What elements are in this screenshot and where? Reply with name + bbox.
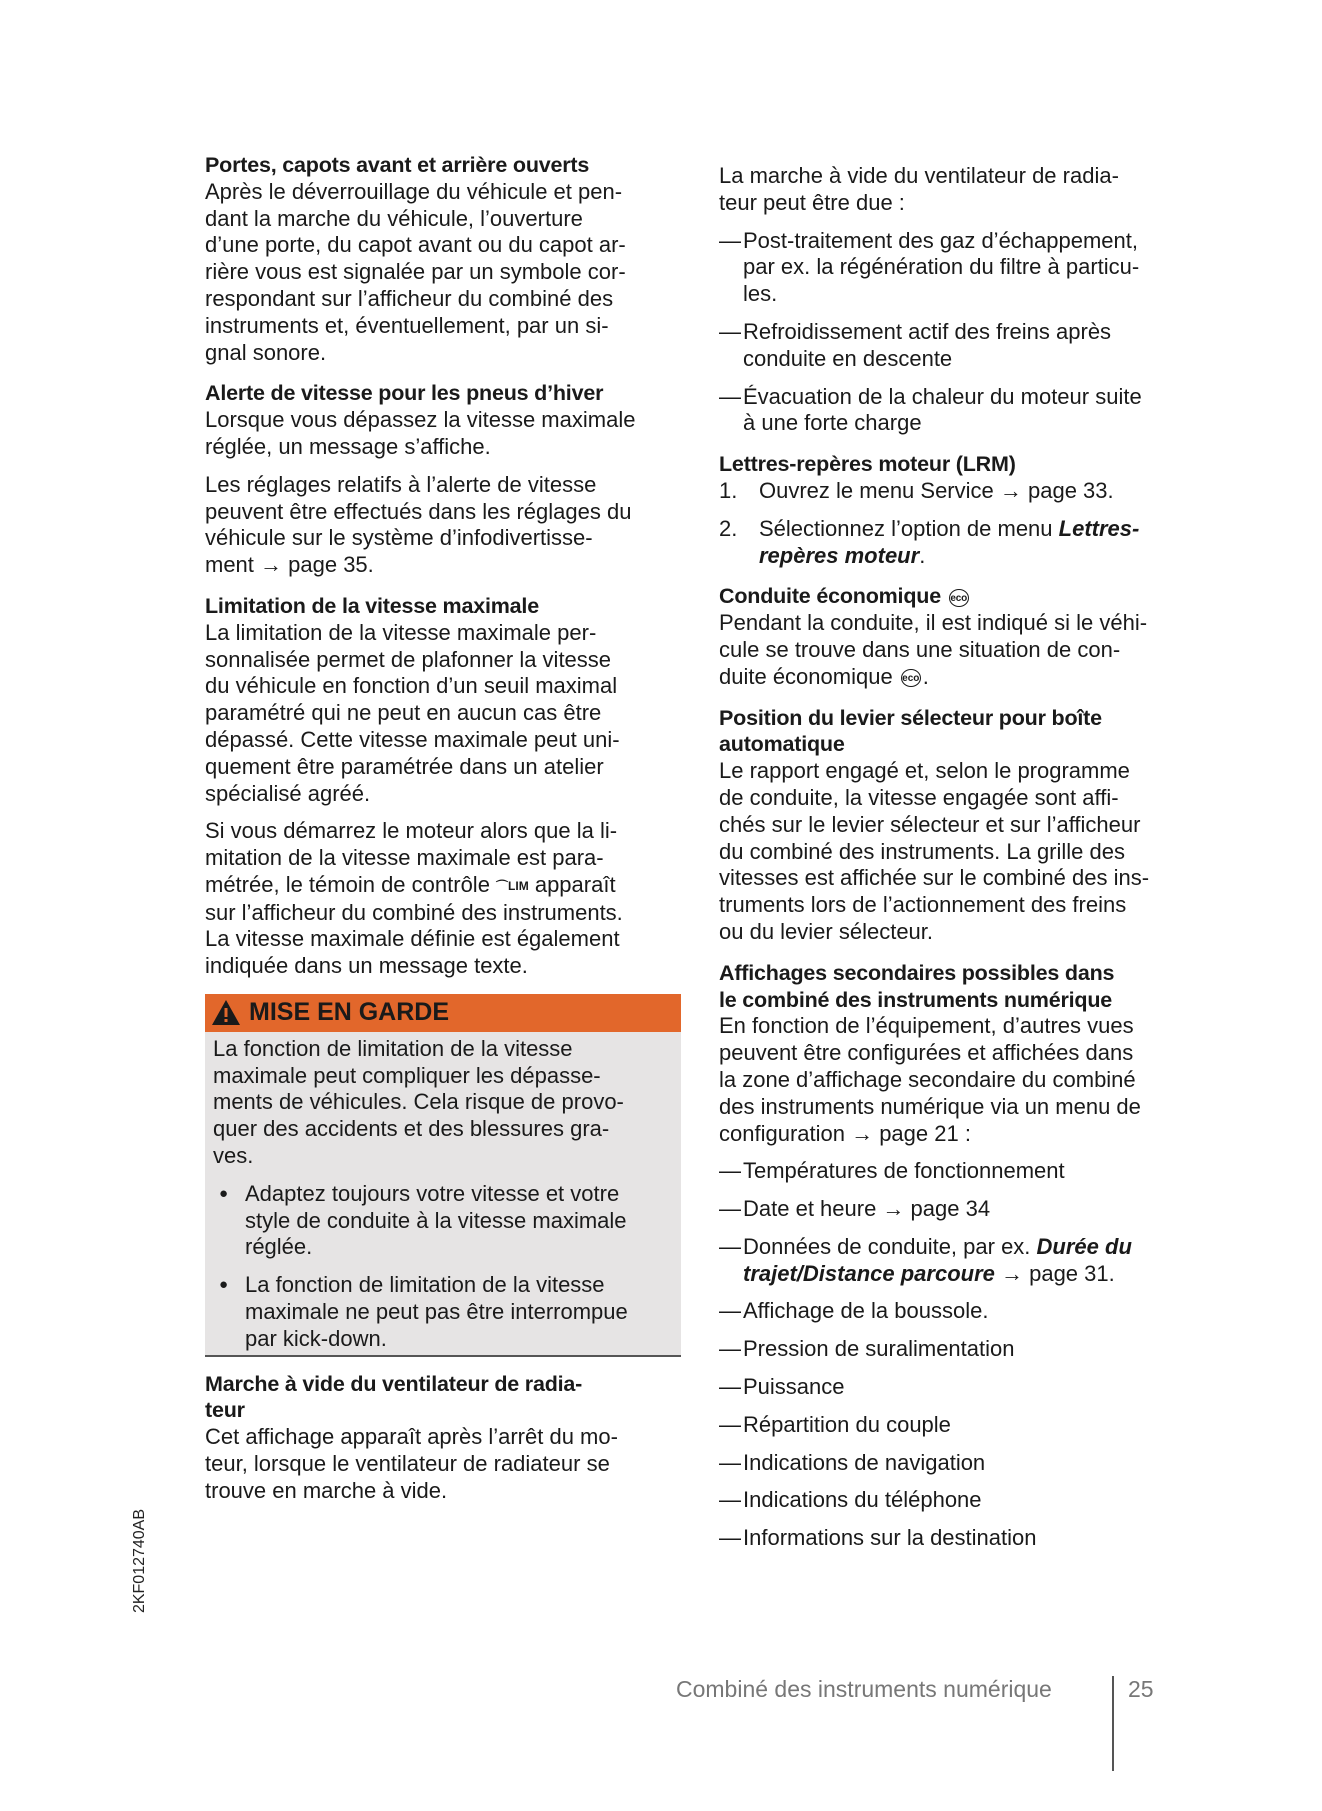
paragraph bbox=[719, 610, 1199, 690]
text-line: Les réglages relatifs à l’alerte de vitesse bbox=[205, 471, 597, 497]
text-line: Limitation de la vitesse maximale bbox=[205, 593, 539, 618]
text-line: dant la marche du véhicule, l’ouverture bbox=[205, 205, 583, 231]
paragraph bbox=[205, 1424, 681, 1504]
right-column bbox=[719, 152, 1199, 1552]
paragraph bbox=[213, 1036, 673, 1170]
dash-list-item bbox=[719, 1374, 1199, 1401]
text-segment: Conduite économique bbox=[719, 584, 947, 609]
paragraph bbox=[205, 472, 681, 579]
text-line: teur bbox=[205, 1398, 245, 1423]
text-line: rière vous est signalée par un symbole cor- bbox=[205, 259, 626, 285]
text-line: trouve en marche à vide. bbox=[205, 1477, 448, 1503]
text-line: Le rapport engagé et, selon le programme bbox=[719, 758, 1130, 784]
text-line: ou du levier sélecteur. bbox=[719, 918, 934, 944]
text-line: Lorsque vous dépassez la vitesse maximale bbox=[205, 407, 636, 433]
speed-limiter-icon: ⌒LIM bbox=[496, 878, 529, 893]
text-line: La marche à vide du ventilateur de radia- bbox=[719, 163, 1119, 188]
text-line: Cet affichage apparaît après l’arrêt du mo- bbox=[205, 1424, 618, 1450]
text-line bbox=[719, 516, 1199, 543]
text-line: La fonction de limitation de la vitesse bbox=[213, 1035, 573, 1061]
left-column bbox=[205, 152, 681, 1505]
text-segment: . bbox=[922, 663, 929, 689]
text-line: automatique bbox=[719, 732, 845, 757]
text-line: — Températures de fonctionnement bbox=[719, 1158, 1199, 1185]
text-line: Lettres-repères moteur (LRM) bbox=[719, 452, 1016, 477]
text-line: peuvent être effectués dans les réglages du bbox=[205, 498, 632, 524]
section-heading bbox=[205, 593, 681, 620]
dash-list-item bbox=[719, 384, 1199, 438]
text-segment: Lettres- bbox=[1058, 515, 1140, 541]
text-line: — Affichage de la boussole. bbox=[719, 1298, 1199, 1325]
text-line: maximale ne peut pas être interrompue bbox=[245, 1299, 628, 1325]
text-line bbox=[719, 664, 1199, 691]
page-number: 25 bbox=[1128, 1676, 1154, 1702]
text-line: — Indications du téléphone bbox=[719, 1487, 1199, 1514]
text-line: chés sur le levier sélecteur et sur l’afficheur bbox=[719, 811, 1141, 837]
text-line: respondant sur l’afficheur du combiné des bbox=[205, 285, 614, 311]
dash-list-item bbox=[719, 1336, 1199, 1363]
text-segment: → page 31. bbox=[994, 1260, 1115, 1286]
paragraph bbox=[719, 163, 1199, 217]
text-segment: trajet/Distance parcoure bbox=[743, 1260, 995, 1286]
dash-list-item bbox=[719, 319, 1199, 373]
text-line: des instruments numérique via un menu de bbox=[719, 1093, 1141, 1119]
text-line: cule se trouve dans une situation de con- bbox=[719, 636, 1121, 662]
text-line: — Pression de suralimentation bbox=[719, 1336, 1199, 1363]
dash-list-item bbox=[719, 1196, 1199, 1223]
dash-list-item bbox=[719, 228, 1199, 308]
text-line: du combiné des instruments. La grille des bbox=[719, 838, 1125, 864]
list-number: 2. bbox=[719, 515, 738, 541]
text-line bbox=[719, 543, 1199, 570]
text-line: véhicule sur le système d’infodivertisse- bbox=[205, 525, 593, 551]
text-segment: Sélectionnez l’option de menu bbox=[759, 515, 1059, 541]
paragraph bbox=[205, 179, 681, 367]
document-code: 2KF012740AB bbox=[131, 1508, 148, 1614]
text-line: teur peut être due : bbox=[719, 189, 905, 215]
dash-list-item bbox=[719, 1158, 1199, 1185]
text-segment: repères moteur bbox=[759, 542, 920, 568]
paragraph bbox=[719, 758, 1199, 946]
text-line: — Puissance bbox=[719, 1374, 1199, 1401]
dash-list-item bbox=[719, 1298, 1199, 1325]
eco-icon: eco bbox=[949, 589, 969, 607]
text-line bbox=[205, 872, 681, 900]
text-line: configuration → page 21 : bbox=[719, 1120, 971, 1146]
text-line: ves. bbox=[213, 1143, 254, 1169]
text-line: réglée, un message s’affiche. bbox=[205, 433, 491, 459]
text-line: maximale peut compliquer les dépasse- bbox=[213, 1062, 601, 1088]
text-line: peuvent être configurées et affichées dans bbox=[719, 1040, 1134, 1066]
text-line: Marche à vide du ventilateur de radia- bbox=[205, 1371, 583, 1396]
numbered-list-item bbox=[719, 478, 1199, 505]
section-heading bbox=[205, 380, 681, 407]
text-line: mitation de la vitesse maximale est para- bbox=[205, 845, 604, 871]
text-segment: . bbox=[919, 542, 926, 568]
dash-list-item bbox=[719, 1487, 1199, 1514]
text-line: Ouvrez le menu Service → page 33. bbox=[759, 477, 1114, 503]
paragraph bbox=[205, 407, 681, 461]
text-line: — Post-traitement des gaz d’échappement, bbox=[719, 228, 1199, 255]
text-line: Alerte de vitesse pour les pneus d’hiver bbox=[205, 381, 604, 406]
footer-divider bbox=[1112, 1676, 1114, 1771]
text-segment: apparaît bbox=[528, 871, 616, 897]
text-line: ● Adaptez toujours votre vitesse et votre bbox=[213, 1181, 673, 1208]
text-line: paramétré qui ne peut en aucun cas être bbox=[205, 700, 602, 726]
text-line: du véhicule en fonction d’un seuil maximal bbox=[205, 673, 618, 699]
text-line: La limitation de la vitesse maximale per- bbox=[205, 619, 597, 645]
dash-list-item bbox=[719, 1525, 1199, 1552]
paragraph bbox=[205, 620, 681, 808]
text-line: quement être paramétrée dans un atelier bbox=[205, 753, 604, 779]
text-line bbox=[719, 1234, 1199, 1261]
text-line: Si vous démarrez le moteur alors que la li- bbox=[205, 818, 618, 844]
text-line: par ex. la régénération du filtre à particu- bbox=[743, 254, 1140, 280]
warning-triangle-icon bbox=[211, 999, 241, 1026]
paragraph bbox=[205, 818, 681, 980]
text-line: teur, lorsque le ventilateur de radiateur se bbox=[205, 1451, 610, 1477]
text-line: — Indications de navigation bbox=[719, 1450, 1199, 1477]
text-line: ment → page 35. bbox=[205, 552, 374, 578]
text-line: Position du levier sélecteur pour boîte bbox=[719, 705, 1102, 730]
text-line: — Informations sur la destination bbox=[719, 1525, 1199, 1552]
text-line: ments de véhicules. Cela risque de provo- bbox=[213, 1089, 624, 1115]
text-line: spécialisé agréé. bbox=[205, 780, 371, 806]
section-heading bbox=[719, 583, 1199, 610]
text-line: d’une porte, du capot avant ou du capot ar- bbox=[205, 232, 626, 258]
text-line: Affichages secondaires possibles dans bbox=[719, 960, 1115, 985]
text-line: réglée. bbox=[245, 1234, 313, 1260]
text-line: Après le déverrouillage du véhicule et pen- bbox=[205, 178, 623, 204]
text-line: — Répartition du couple bbox=[719, 1412, 1199, 1439]
text-line: les. bbox=[743, 281, 778, 307]
text-segment: Données de conduite, par ex. bbox=[743, 1233, 1037, 1259]
text-line: instruments et, éventuellement, par un si- bbox=[205, 312, 609, 338]
section-heading bbox=[205, 1371, 681, 1425]
text-line: conduite en descente bbox=[743, 345, 953, 371]
dash-list-item bbox=[719, 1234, 1199, 1288]
list-number: 1. bbox=[719, 477, 738, 503]
text-line: la zone d’affichage secondaire du combiné bbox=[719, 1066, 1136, 1092]
text-line: sur l’afficheur du combiné des instruments. bbox=[205, 899, 623, 925]
text-line: truments lors de l’actionnement des freins bbox=[719, 892, 1127, 918]
text-line bbox=[719, 583, 1199, 610]
paragraph bbox=[719, 1013, 1199, 1147]
text-line: La vitesse maximale définie est également bbox=[205, 926, 620, 952]
section-heading bbox=[719, 960, 1199, 1014]
text-line: style de conduite à la vitesse maximale bbox=[245, 1207, 627, 1233]
dash-list-item bbox=[719, 1412, 1199, 1439]
text-line: — Refroidissement actif des freins après bbox=[719, 319, 1199, 346]
text-line: vitesses est affichée sur le combiné des ins- bbox=[719, 865, 1150, 891]
bullet-list-item bbox=[213, 1272, 673, 1352]
warning-header bbox=[205, 994, 681, 1032]
text-line: — Évacuation de la chaleur du moteur suite bbox=[719, 384, 1199, 411]
text-segment: duite économique bbox=[719, 663, 899, 689]
text-line: à une forte charge bbox=[743, 410, 922, 436]
eco-icon: eco bbox=[901, 669, 921, 687]
text-line: Pendant la conduite, il est indiqué si le véhi- bbox=[719, 610, 1148, 636]
footer-chapter-title: Combiné des instruments numérique bbox=[676, 1676, 1052, 1702]
text-line: En fonction de l’équipement, d’autres vues bbox=[719, 1013, 1134, 1039]
text-segment: Durée du bbox=[1036, 1233, 1132, 1259]
text-line: — Date et heure → page 34 bbox=[719, 1196, 1199, 1223]
text-line: de conduite, la vitesse engagée sont affi- bbox=[719, 784, 1119, 810]
text-line: sonnalisée permet de plafonner la vitesse bbox=[205, 646, 612, 672]
warning-title: MISE EN GARDE bbox=[249, 998, 450, 1027]
dash-list-item bbox=[719, 1450, 1199, 1477]
warning-body bbox=[205, 1032, 681, 1355]
text-line: par kick-down. bbox=[245, 1325, 387, 1351]
text-line: quer des accidents et des blessures gra- bbox=[213, 1116, 610, 1142]
text-line bbox=[719, 1261, 1199, 1288]
text-line: dépassé. Cette vitesse maximale peut uni- bbox=[205, 726, 620, 752]
text-segment: métrée, le témoin de contrôle bbox=[205, 871, 497, 897]
section-heading bbox=[719, 705, 1199, 759]
text-line: ● La fonction de limitation de la vitesse bbox=[213, 1272, 673, 1299]
section-heading bbox=[205, 152, 681, 179]
bullet-list-item bbox=[213, 1181, 673, 1261]
text-line: indiquée dans un message texte. bbox=[205, 953, 528, 979]
text-line: le combiné des instruments numérique bbox=[719, 987, 1113, 1012]
numbered-list-item bbox=[719, 516, 1199, 570]
text-line: gnal sonore. bbox=[205, 339, 327, 365]
text-line: Portes, capots avant et arrière ouverts bbox=[205, 153, 590, 177]
section-heading bbox=[719, 451, 1199, 478]
warning-box bbox=[205, 994, 681, 1357]
